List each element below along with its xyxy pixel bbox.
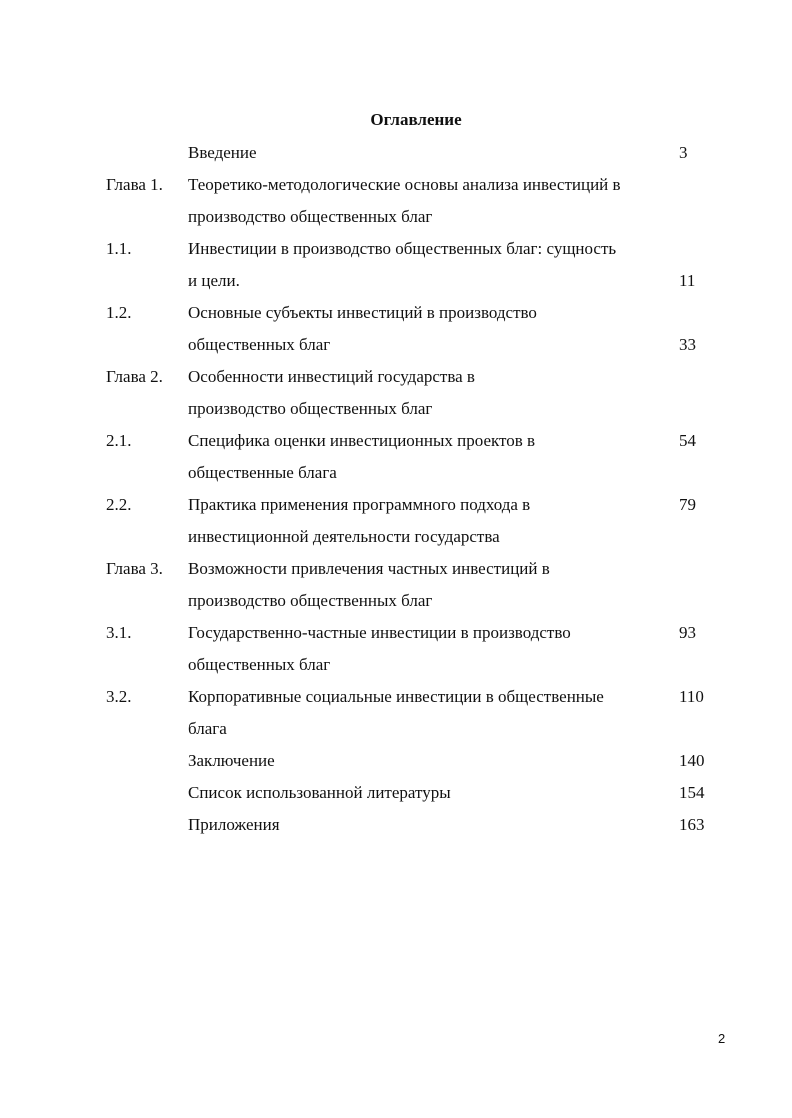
toc-row-number: Глава 3. bbox=[106, 559, 163, 578]
toc-row-text: Заключение bbox=[188, 751, 275, 770]
toc-row-page: 54 bbox=[679, 431, 696, 450]
toc-row-page: 93 bbox=[679, 623, 696, 642]
toc-row-page: 110 bbox=[679, 687, 704, 706]
toc-row-page: 33 bbox=[679, 335, 696, 354]
toc-row-page: 79 bbox=[679, 495, 696, 514]
toc-row-page: 11 bbox=[679, 271, 696, 290]
toc-row-number: 1.2. bbox=[106, 303, 132, 322]
toc-row-page: 140 bbox=[679, 751, 705, 770]
toc-row-text: Особенности инвестиций государства в bbox=[188, 367, 475, 386]
toc-row bbox=[0, 777, 792, 809]
toc-row bbox=[0, 265, 792, 297]
toc-row bbox=[0, 489, 792, 521]
toc-row-text: блага bbox=[188, 719, 227, 738]
toc-title: Оглавление bbox=[370, 110, 462, 129]
toc-row-text: и цели. bbox=[188, 271, 240, 290]
toc-row-text: Специфика оценки инвестиционных проектов в bbox=[188, 431, 536, 450]
toc-row-number: Глава 1. bbox=[106, 175, 163, 194]
toc-row-number: 2.2. bbox=[106, 495, 132, 514]
toc-row bbox=[0, 361, 792, 393]
toc-row-text: Государственно-частные инвестиции в производство bbox=[188, 623, 571, 642]
toc-row-page: 154 bbox=[679, 783, 705, 802]
toc-row-text: Основные субъекты инвестиций в производство bbox=[188, 303, 537, 322]
toc-row bbox=[0, 233, 792, 265]
toc-row-text: Список использованной литературы bbox=[188, 783, 451, 802]
table-of-contents bbox=[0, 137, 792, 841]
toc-row bbox=[0, 457, 792, 489]
toc-row bbox=[0, 649, 792, 681]
toc-row bbox=[0, 745, 792, 777]
toc-row bbox=[0, 201, 792, 233]
toc-row-text: общественные блага bbox=[188, 463, 337, 482]
toc-row-text: Приложения bbox=[188, 815, 280, 834]
toc-row bbox=[0, 713, 792, 745]
toc-row bbox=[0, 329, 792, 361]
toc-row-text: производство общественных благ bbox=[188, 591, 433, 610]
toc-row bbox=[0, 425, 792, 457]
toc-row bbox=[0, 521, 792, 553]
toc-row-page: 3 bbox=[679, 143, 688, 162]
toc-row-text: Теоретико-методологические основы анализа инвестиций в bbox=[188, 175, 621, 194]
toc-row-page: 163 bbox=[679, 815, 705, 834]
toc-row bbox=[0, 617, 792, 649]
toc-row-number: 3.2. bbox=[106, 687, 132, 706]
toc-row bbox=[0, 137, 792, 169]
toc-row-text: производство общественных благ bbox=[188, 399, 433, 418]
toc-row-number: 3.1. bbox=[106, 623, 132, 642]
toc-row-text: общественных благ bbox=[188, 335, 331, 354]
toc-row-number: 2.1. bbox=[106, 431, 132, 450]
toc-row-text: Введение bbox=[188, 143, 257, 162]
toc-row bbox=[0, 553, 792, 585]
toc-row bbox=[0, 393, 792, 425]
toc-row-number: Глава 2. bbox=[106, 367, 163, 386]
page-number: 2 bbox=[718, 1031, 726, 1046]
toc-row bbox=[0, 809, 792, 841]
toc-row-text: производство общественных благ bbox=[188, 207, 433, 226]
toc-row-text: Корпоративные социальные инвестиции в общественные bbox=[188, 687, 604, 706]
toc-row bbox=[0, 297, 792, 329]
toc-row-text: инвестиционной деятельности государства bbox=[188, 527, 500, 546]
toc-row-number: 1.1. bbox=[106, 239, 132, 258]
toc-row-text: Инвестиции в производство общественных благ: сущность bbox=[188, 239, 617, 258]
toc-row bbox=[0, 585, 792, 617]
toc-row bbox=[0, 681, 792, 713]
toc-row bbox=[0, 169, 792, 201]
toc-row-text: общественных благ bbox=[188, 655, 331, 674]
toc-row-text: Возможности привлечения частных инвестиций в bbox=[188, 559, 550, 578]
toc-row-text: Практика применения программного подхода в bbox=[188, 495, 531, 514]
